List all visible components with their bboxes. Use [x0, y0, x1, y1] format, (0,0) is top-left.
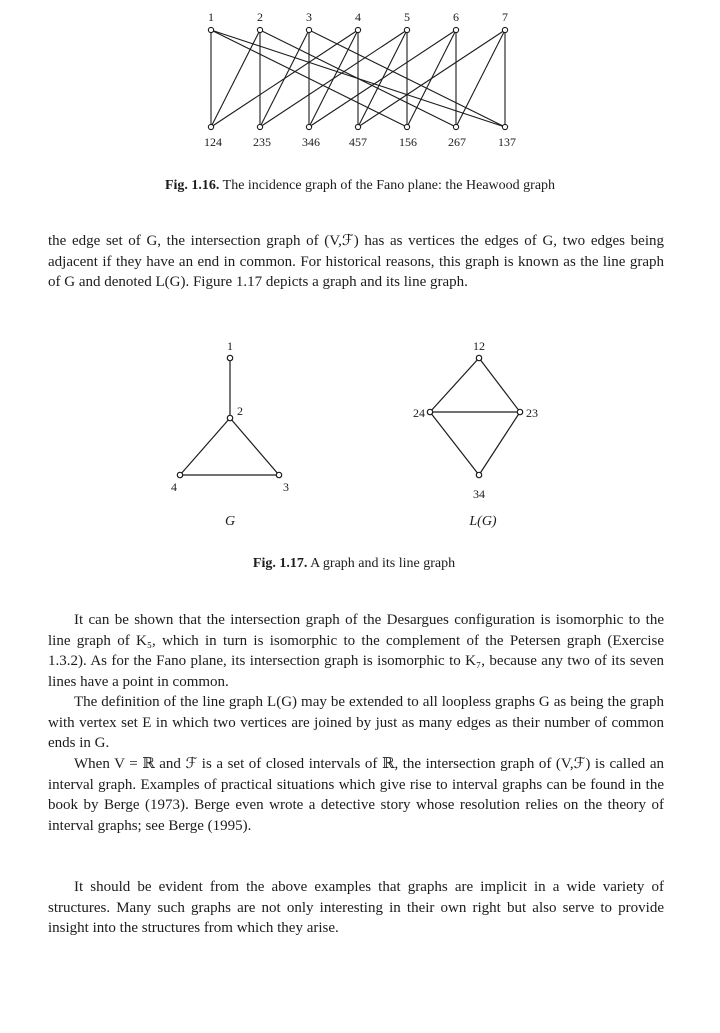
graph-edge	[479, 358, 520, 412]
heawood-edge	[211, 30, 358, 127]
bottom-vertex-label: 156	[399, 135, 417, 149]
vertex-label: 23	[526, 406, 538, 420]
graph-vertex	[517, 409, 522, 414]
graph-vertex	[227, 355, 232, 360]
heawood-vertex	[453, 124, 458, 129]
caption-number: Fig. 1.17.	[252, 556, 308, 571]
heawood-vertex	[355, 124, 360, 129]
heawood-vertex	[355, 27, 360, 32]
heawood-vertex	[208, 27, 213, 32]
graph-G	[177, 355, 281, 477]
graph-edge	[230, 418, 279, 475]
heawood-edge	[211, 30, 260, 127]
bottom-vertex-label: 267	[448, 135, 466, 149]
graph-vertex	[227, 415, 232, 420]
graph-edge	[479, 412, 520, 475]
heawood-edge	[309, 30, 456, 127]
bottom-vertex-label: 124	[204, 135, 222, 149]
heawood-vertex	[453, 27, 458, 32]
heawood-edge	[260, 30, 407, 127]
top-vertex-label: 1	[208, 10, 214, 24]
vertex-label: 34	[473, 487, 485, 501]
top-vertex-label: 3	[306, 10, 312, 24]
caption-number: Fig. 1.16.	[164, 178, 220, 193]
line-graph-LG	[427, 355, 522, 477]
heawood-vertex	[306, 27, 311, 32]
figure-1-16-caption	[0, 178, 720, 194]
graph-edge	[180, 418, 230, 475]
paragraph-desargues: It can be shown that the intersection graph of the Desargues configuration is isomorphic to the line graph of K₅, which in turn is isomorphic to the complement of the Petersen graph (Exercise 1.3.2). As for the Fano plane, its intersection graph is isomorphic to K₇, because any two of its seven lines have a point in common.	[48, 612, 664, 690]
heawood-vertex	[257, 124, 262, 129]
graph-vertex	[177, 472, 182, 477]
caption-text: The incidence graph of the Fano plane: the Heawood graph	[222, 178, 556, 193]
heawood-vertex	[208, 124, 213, 129]
paragraph-conclusion: It should be evident from the above examples that graphs are implicit in a wide variety of structures. Many such graphs are not only interesting in their own right but also serve to provide insight into the structures from which they arise.	[48, 879, 664, 937]
top-vertex-label: 4	[355, 10, 361, 24]
line-graph-figure	[0, 330, 720, 535]
graph-edge	[430, 412, 479, 475]
bottom-vertex-label: 137	[498, 135, 516, 149]
vertex-label: 3	[283, 480, 289, 494]
figure-1-17-caption	[0, 556, 714, 572]
top-vertex-label: 5	[404, 10, 410, 24]
graph-vertex	[427, 409, 432, 414]
bottom-vertex-label: 235	[253, 135, 271, 149]
graph-G-label: G	[224, 514, 236, 529]
heawood-vertex	[404, 124, 409, 129]
heawood-edge	[456, 30, 505, 127]
vertex-label: 4	[171, 480, 177, 494]
heawood-edge	[358, 30, 505, 127]
vertex-label: 12	[473, 339, 485, 353]
bottom-vertex-label: 346	[302, 135, 320, 149]
line-graph-label: L(G)	[469, 514, 497, 529]
heawood-vertex	[502, 27, 507, 32]
top-vertex-label: 2	[257, 10, 263, 24]
vertex-label: 1	[227, 339, 233, 353]
vertex-label: 24	[413, 406, 425, 420]
graph-vertex	[276, 472, 281, 477]
graph-edge	[430, 358, 479, 412]
paragraph-interval-graph: When V = ℝ and ℱ is a set of closed intervals of ℝ, the intersection graph of (V,ℱ) is called an interval graph. Examples of practical situations which give rise to interval graphs can be found in the book by Berge (1973). Berge even wrote a detective story whose resolution relies on the theory of interval graphs; see Berge (1995).	[48, 756, 664, 834]
heawood-vertex	[502, 124, 507, 129]
caption-text: A graph and its line graph	[310, 556, 456, 571]
heawood-vertex	[257, 27, 262, 32]
heawood-vertex	[404, 27, 409, 32]
top-vertex-label: 6	[453, 10, 459, 24]
vertex-label: 2	[237, 404, 243, 418]
top-vertex-label: 7	[502, 10, 508, 24]
heawood-edges	[211, 30, 505, 127]
heawood-vertex	[306, 124, 311, 129]
heawood-graph-figure	[0, 0, 720, 160]
paragraph-line-graph-intro: the edge set of G, the intersection graph of (V,ℱ) has as vertices the edges of G, two edges being adjacent if they have an end in common. For historical reasons, this graph is known as the line graph of G and denoted L(G). Figure 1.17 depicts a graph and its line graph.	[48, 233, 664, 291]
graph-vertex	[476, 355, 481, 360]
graph-vertex	[476, 472, 481, 477]
bottom-vertex-label: 457	[349, 135, 367, 149]
paragraph-line-graph-definition: The definition of the line graph L(G) may be extended to all loopless graphs G as being the graph with vertex set E in which two vertices are joined by just as many edges as their number of common ends in G.	[48, 694, 664, 752]
